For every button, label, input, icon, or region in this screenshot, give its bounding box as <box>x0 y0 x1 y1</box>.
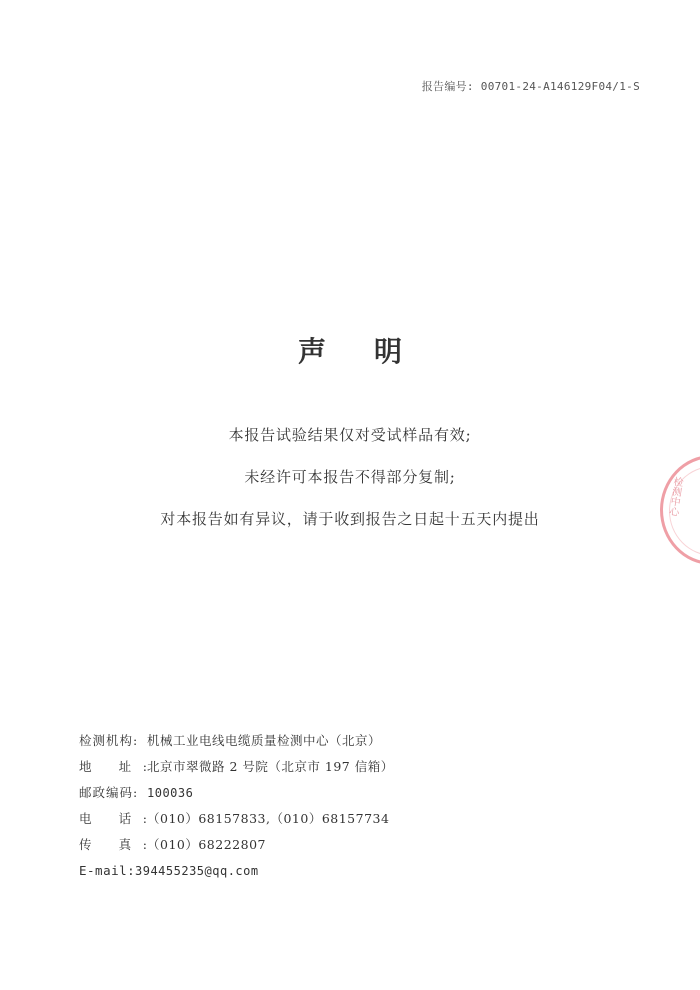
contact-info <box>79 733 599 889</box>
postcode-label: 邮政编码: <box>79 785 139 800</box>
postcode-row <box>79 785 599 811</box>
report-number: 报告编号: 00701-24-A146129F04/1-S <box>421 80 640 93</box>
phone-row <box>79 811 599 837</box>
phone-value: （010）68157833,（010）68157734 <box>147 811 390 826</box>
address-value: 北京市翠微路 2 号院（北京市 197 信箱） <box>147 759 394 774</box>
statement-list <box>0 427 700 553</box>
address-row <box>79 759 599 785</box>
email-value: 394455235@qq.com <box>135 864 259 878</box>
institution-value: 机械工业电线电缆质量检测中心（北京） <box>147 733 382 748</box>
fax-row <box>79 837 599 863</box>
statement-1: 本报告试验结果仅对受试样品有效; <box>228 426 472 444</box>
email-label: E-mail: <box>79 863 136 878</box>
page-title: 声明 <box>297 335 450 368</box>
statement-2: 未经许可本报告不得部分复制; <box>244 468 456 486</box>
fax-value: （010）68222807 <box>147 837 266 852</box>
address-label: 地 址: <box>79 759 147 774</box>
email-row <box>79 863 599 889</box>
fax-label: 传 真: <box>79 837 147 852</box>
seal-text: 检测中心 <box>666 475 683 517</box>
institution-row <box>79 733 599 759</box>
statement-3: 对本报告如有异议，请于收到报告之日起十五天内提出 <box>160 510 540 528</box>
phone-label: 电 话: <box>79 811 147 826</box>
institution-label: 检测机构: <box>79 733 139 748</box>
postcode-value: 100036 <box>147 786 194 800</box>
